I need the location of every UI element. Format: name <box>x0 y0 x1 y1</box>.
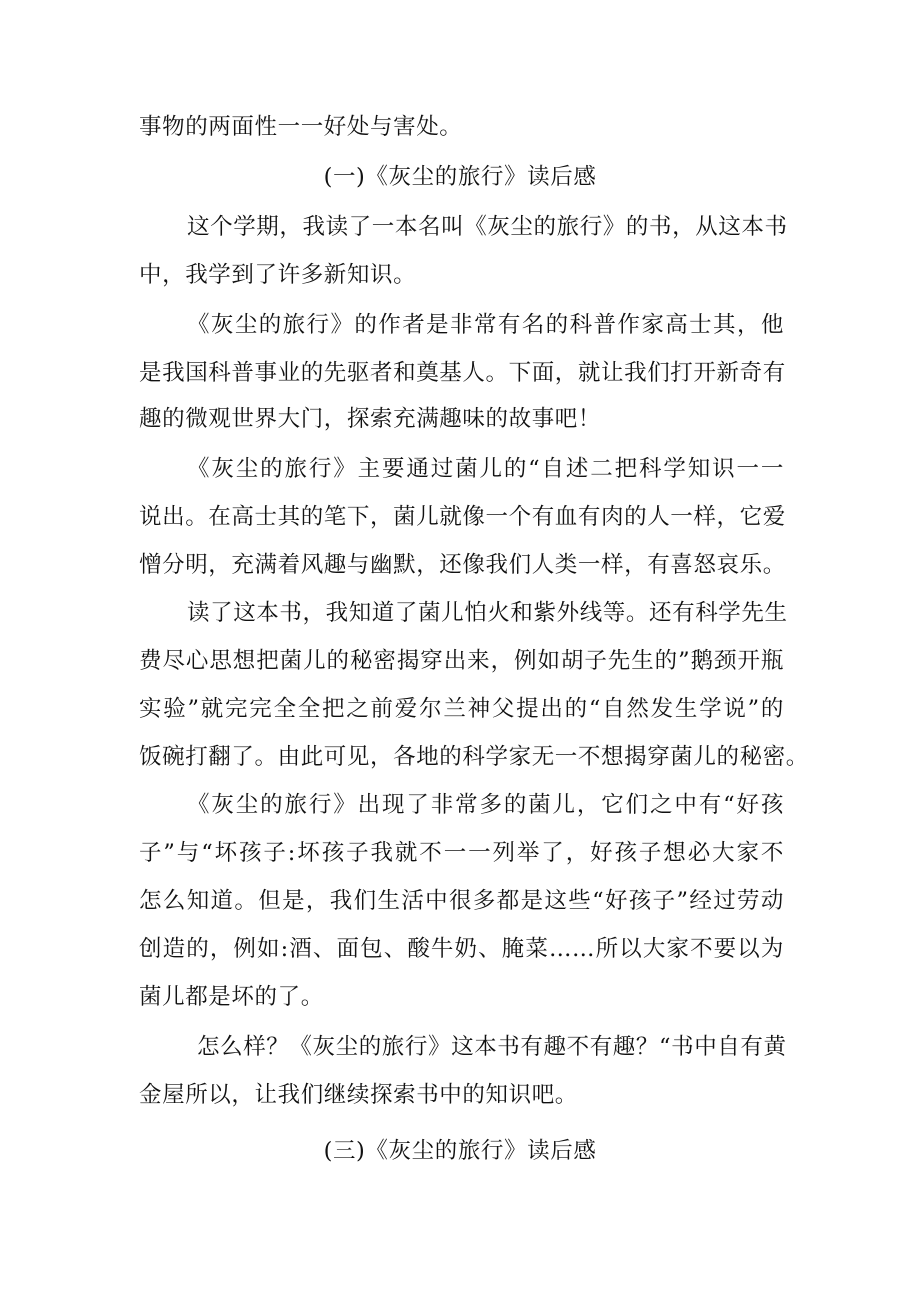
text-line: 饭碗打翻了。由此可见，各地的科学家无一不想揭穿菌儿的秘密。 <box>139 744 809 770</box>
text-line: 《灰尘的旅行》的作者是非常有名的科普作家高士其，他 <box>187 312 784 338</box>
text-line: 怎么知道。但是，我们生活中很多都是这些“好孩子”经过劳动 <box>139 888 784 914</box>
text-line: 憎分明，充满着风趣与幽默，还像我们人类一样，有喜怒哀乐。 <box>139 552 786 578</box>
text-line: 事物的两面性一一好处与害处。 <box>139 114 463 140</box>
text-line: 《灰尘的旅行》出现了非常多的菌儿，它们之中有“好孩 <box>187 792 784 818</box>
text-line: 《灰尘的旅行》主要通过菌儿的“自述二把科学知识一一 <box>187 456 784 482</box>
text-line: 这个学期，我读了一本名叫《灰尘的旅行》的书，从这本书 <box>187 214 788 240</box>
section-heading: (一)《灰尘的旅行》读后感 <box>323 164 597 190</box>
text-line: 菌儿都是坏的了。 <box>139 984 324 1010</box>
text-line: 中，我学到了许多新知识。 <box>139 262 417 288</box>
text-line: 怎么样？《灰尘的旅行》这本书有趣不有趣？“书中自有黄 <box>197 1034 787 1060</box>
text-line: 金屋所以，让我们继续探索书中的知识吧。 <box>139 1082 578 1108</box>
text-line: 创造的，例如:酒、面包、酸牛奶、腌菜……所以大家不要以为 <box>139 936 784 962</box>
text-line: 趣的微观世界大门，探索充满趣味的故事吧！ <box>139 406 602 432</box>
text-line: 实验”就完完全全把之前爱尔兰神父提出的“自然发生学说”的 <box>139 696 784 722</box>
text-line: 是我国科普事业的先驱者和奠基人。下面，就让我们打开新奇有 <box>139 360 786 386</box>
text-line: 费尽心思想把菌儿的秘密揭穿出来，例如胡子先生的”鹅颈开瓶 <box>139 648 784 674</box>
text-line: 读了这本书，我知道了菌儿怕火和紫外线等。还有科学先生 <box>187 600 788 626</box>
text-line: 说出。在高士其的笔下，菌儿就像一个有血有肉的人一样，它爱 <box>139 504 786 530</box>
text-line: 子”与“坏孩子:坏孩子我就不一一列举了，好孩子想必大家不 <box>139 840 784 866</box>
section-heading: (三)《灰尘的旅行》读后感 <box>323 1138 597 1164</box>
